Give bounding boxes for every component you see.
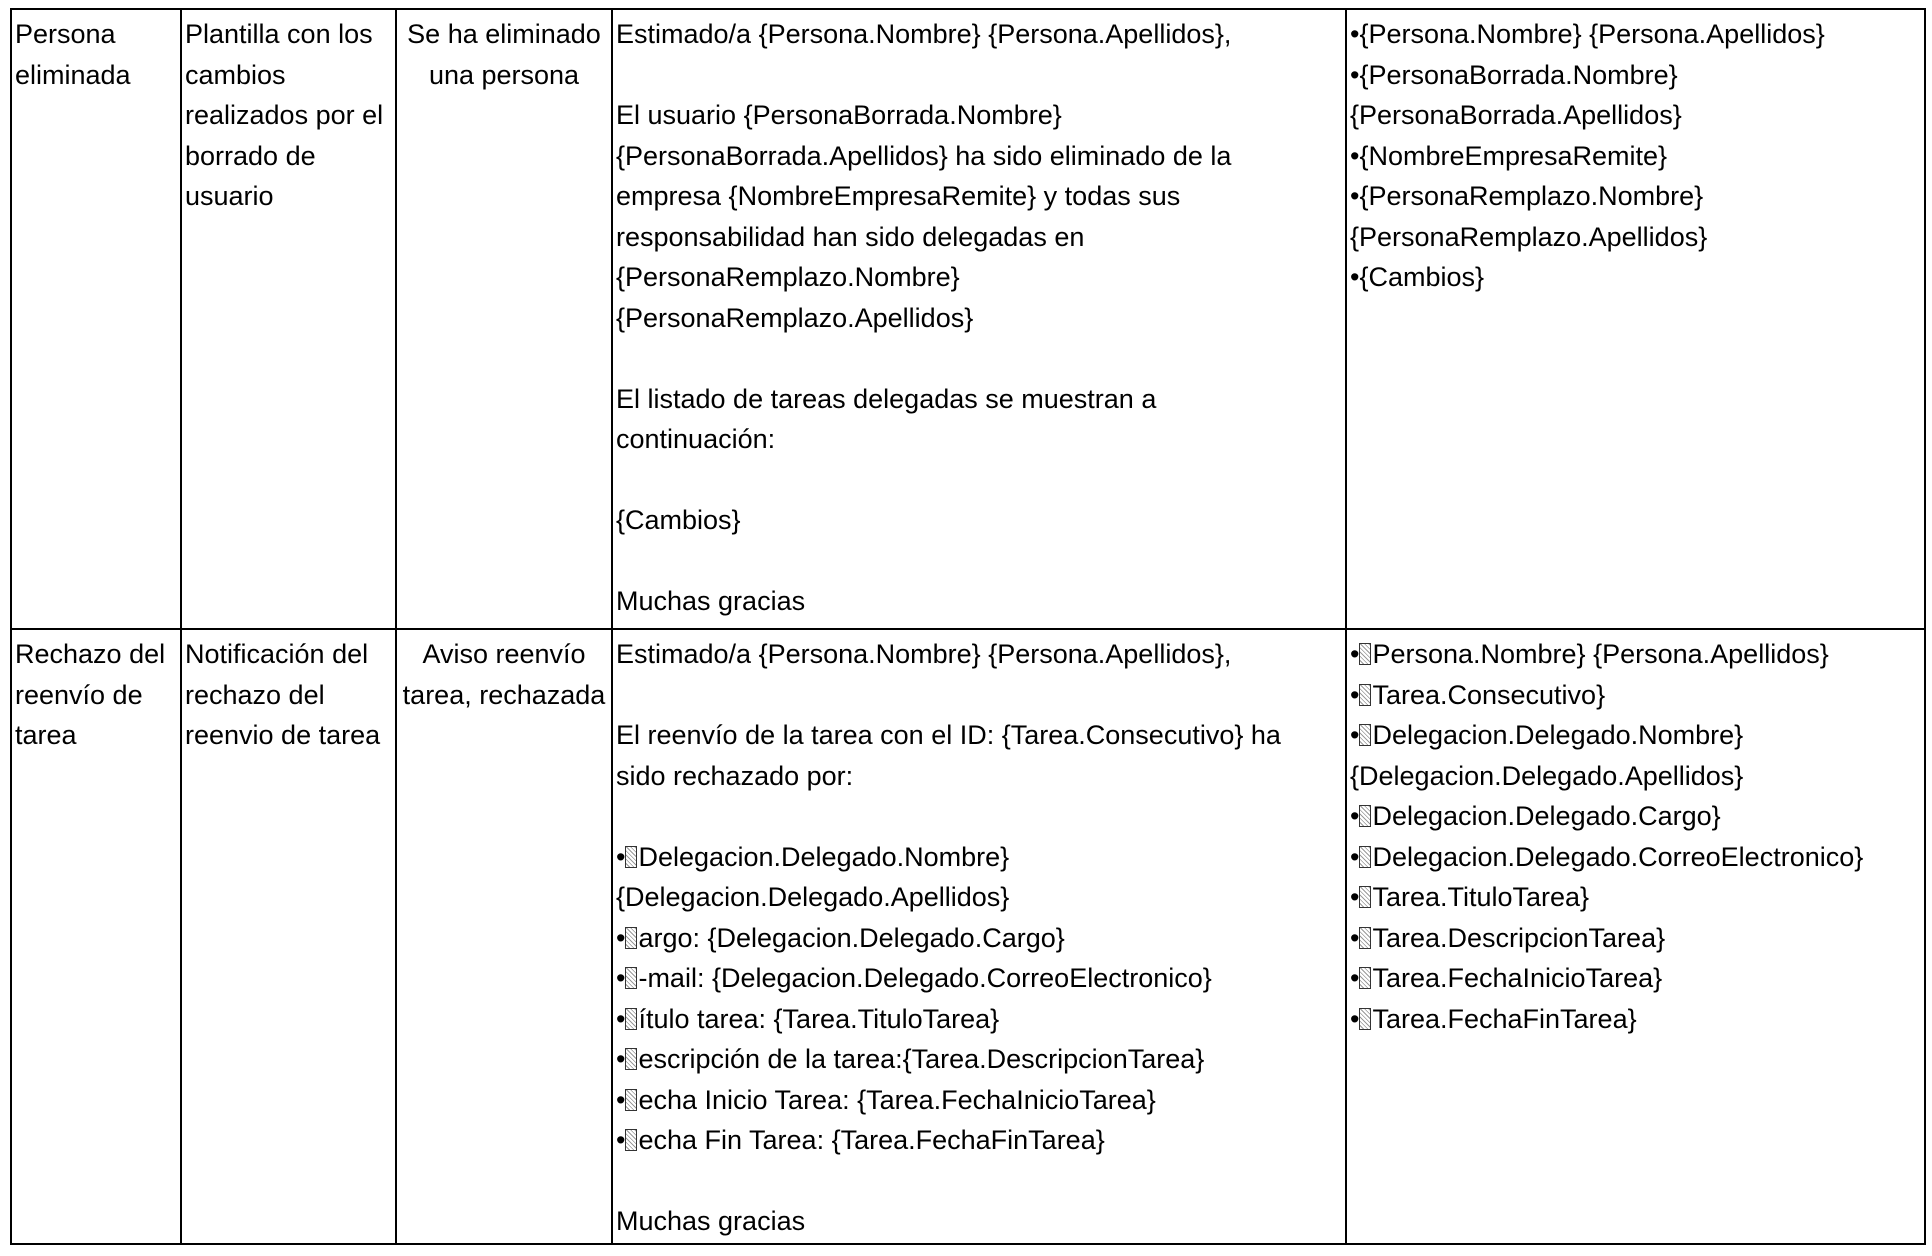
- bullet-item: [1350, 958, 1921, 999]
- bullet-mark: •: [1350, 841, 1360, 872]
- bullet-text: argo: {Delegacion.Delegado.Cargo}: [638, 922, 1065, 953]
- bullet-mark: •: [616, 841, 626, 872]
- variable-item: •{PersonaBorrada.Nombre}: [1350, 59, 1678, 90]
- email-subject: Se ha eliminado una persona: [407, 19, 601, 90]
- bullet-mark: •: [616, 922, 626, 953]
- body-cell: [612, 9, 1346, 629]
- variable-item: {PersonaRemplazo.Apellidos}: [1350, 221, 1708, 252]
- variable-item: •{Cambios}: [1350, 262, 1485, 292]
- subject-cell: [396, 629, 612, 1244]
- bullet-item: [1350, 837, 1921, 878]
- bullet-text: Delegacion.Delegado.Cargo}: [1372, 801, 1721, 831]
- body-line: continuación:: [616, 424, 776, 454]
- bullet-text: Tarea.DescripcionTarea}: [1372, 922, 1666, 953]
- missing-glyph-icon: [625, 1048, 637, 1070]
- bullet-item: [1350, 796, 1921, 837]
- event-cell: [11, 629, 181, 1244]
- greeting-line: Estimado/a {Persona.Nombre} {Persona.Apellidos},: [616, 639, 1232, 669]
- notification-templates-table: [10, 8, 1926, 1245]
- bullet-mark: •: [1350, 679, 1360, 710]
- variable-list: [1350, 634, 1921, 1039]
- missing-glyph-icon: [625, 846, 637, 868]
- missing-glyph-icon: [625, 1089, 637, 1111]
- bullet-text: Delegacion.Delegado.CorreoElectronico}: [1372, 841, 1864, 872]
- bullet-mark: •: [616, 1084, 626, 1115]
- bullet-text: escripción de la tarea:{Tarea.DescripcionTarea}: [638, 1044, 1205, 1074]
- bullet-item: [616, 837, 1342, 878]
- missing-glyph-icon: [625, 967, 637, 989]
- blank-line: [616, 541, 1342, 582]
- variable-item: •{NombreEmpresaRemite}: [1350, 140, 1668, 171]
- bullet-text: -mail: {Delegacion.Delegado.CorreoElectronico}: [638, 963, 1212, 993]
- missing-glyph-icon: [625, 927, 637, 949]
- variable-item: {PersonaBorrada.Apellidos}: [1350, 100, 1682, 130]
- bullet-text: Tarea.FechaFinTarea}: [1372, 1003, 1637, 1034]
- bullet-item: [616, 958, 1342, 999]
- bullet-item: [616, 999, 1342, 1040]
- blank-line: [616, 1161, 1342, 1202]
- bullet-mark: •: [1350, 801, 1360, 831]
- bullet-list: [616, 837, 1342, 1161]
- bullet-item: [1350, 756, 1921, 797]
- bullet-mark: •: [1350, 720, 1360, 750]
- bullet-item: [1350, 634, 1921, 675]
- bullet-item: [616, 918, 1342, 959]
- bullet-text: Tarea.Consecutivo}: [1372, 679, 1606, 710]
- table-row: [11, 629, 1925, 1244]
- bullet-mark: •: [1350, 882, 1360, 912]
- bullet-item: [616, 1039, 1342, 1080]
- missing-glyph-icon: [1359, 846, 1371, 868]
- subject-cell: [396, 9, 612, 629]
- bullet-mark: •: [1350, 963, 1360, 993]
- bullet-item: [616, 1080, 1342, 1121]
- bullet-text: echa Fin Tarea: {Tarea.FechaFinTarea}: [638, 1125, 1105, 1155]
- bullet-mark: •: [616, 1125, 626, 1155]
- variables-cell: [1346, 9, 1925, 629]
- missing-glyph-icon: [1359, 886, 1371, 908]
- bullet-item: [616, 1120, 1342, 1161]
- event-name: Rechazo del reenvío de tarea: [15, 639, 166, 750]
- blank-line: [616, 675, 1342, 716]
- variable-item: •{Persona.Nombre} {Persona.Apellidos}: [1350, 19, 1825, 49]
- bullet-text: Delegacion.Delegado.Nombre}: [1372, 720, 1744, 750]
- bullet-mark: •: [1350, 1003, 1360, 1034]
- body-line: El reenvío de la tarea con el ID: {Tarea.Consecutivo} ha: [616, 720, 1281, 750]
- missing-glyph-icon: [625, 1129, 637, 1151]
- bullet-item: [1350, 918, 1921, 959]
- bullet-text: {Delegacion.Delegado.Apellidos}: [1350, 760, 1744, 791]
- changes-placeholder: {Cambios}: [616, 505, 741, 535]
- bullet-text: Delegacion.Delegado.Nombre}: [638, 841, 1010, 872]
- closing-line: Muchas gracias: [616, 1206, 806, 1236]
- bullet-text: ítulo tarea: {Tarea.TituloTarea}: [638, 1003, 1000, 1034]
- event-cell: [11, 9, 181, 629]
- bullet-text: Persona.Nombre} {Persona.Apellidos}: [1372, 639, 1829, 669]
- missing-glyph-icon: [1359, 643, 1371, 665]
- bullet-mark: •: [1350, 639, 1360, 669]
- variables-cell: [1346, 629, 1925, 1244]
- greeting-line: Estimado/a {Persona.Nombre} {Persona.Apellidos},: [616, 19, 1232, 49]
- bullet-text: Tarea.FechaInicioTarea}: [1372, 963, 1663, 993]
- missing-glyph-icon: [1359, 927, 1371, 949]
- event-name: Persona eliminada: [15, 19, 131, 90]
- description-cell: [181, 9, 396, 629]
- missing-glyph-icon: [1359, 967, 1371, 989]
- blank-line: [616, 338, 1342, 379]
- body-line: responsabilidad han sido delegadas en: [616, 221, 1085, 252]
- body-cell: [612, 629, 1346, 1244]
- bullet-item: [616, 877, 1342, 918]
- missing-glyph-icon: [625, 1008, 637, 1030]
- event-description: Plantilla con los cambios realizados por el borrado de usuario: [185, 19, 384, 211]
- bullet-mark: •: [616, 963, 626, 993]
- table-row: [11, 9, 1925, 629]
- description-cell: [181, 629, 396, 1244]
- body-line: sido rechazado por:: [616, 760, 854, 791]
- bullet-item: [1350, 715, 1921, 756]
- body-line: El listado de tareas delegadas se muestran a: [616, 383, 1157, 414]
- bullet-mark: •: [616, 1003, 626, 1034]
- missing-glyph-icon: [1359, 1008, 1371, 1030]
- email-subject: Aviso reenvío tarea, rechazada: [402, 639, 606, 710]
- body-line: empresa {NombreEmpresaRemite} y todas sus: [616, 181, 1181, 211]
- bullet-item: [1350, 675, 1921, 716]
- bullet-mark: •: [616, 1044, 626, 1074]
- bullet-text: echa Inicio Tarea: {Tarea.FechaInicioTarea}: [638, 1084, 1156, 1115]
- bullet-text: Tarea.TituloTarea}: [1372, 882, 1590, 912]
- bullet-mark: •: [1350, 922, 1360, 953]
- blank-line: [616, 796, 1342, 837]
- bullet-item: [1350, 999, 1921, 1040]
- missing-glyph-icon: [1359, 805, 1371, 827]
- closing-line: Muchas gracias: [616, 586, 806, 616]
- blank-line: [616, 55, 1342, 96]
- body-line: {PersonaRemplazo.Nombre}: [616, 262, 960, 292]
- body-line: El usuario {PersonaBorrada.Nombre}: [616, 100, 1062, 130]
- body-line: {PersonaRemplazo.Apellidos}: [616, 302, 974, 333]
- variable-item: •{PersonaRemplazo.Nombre}: [1350, 181, 1704, 211]
- bullet-text: {Delegacion.Delegado.Apellidos}: [616, 882, 1010, 912]
- missing-glyph-icon: [1359, 684, 1371, 706]
- event-description: Notificación del rechazo del reenvio de tarea: [185, 639, 381, 750]
- bullet-item: [1350, 877, 1921, 918]
- missing-glyph-icon: [1359, 724, 1371, 746]
- body-line: {PersonaBorrada.Apellidos} ha sido eliminado de la: [616, 140, 1232, 171]
- blank-line: [616, 460, 1342, 501]
